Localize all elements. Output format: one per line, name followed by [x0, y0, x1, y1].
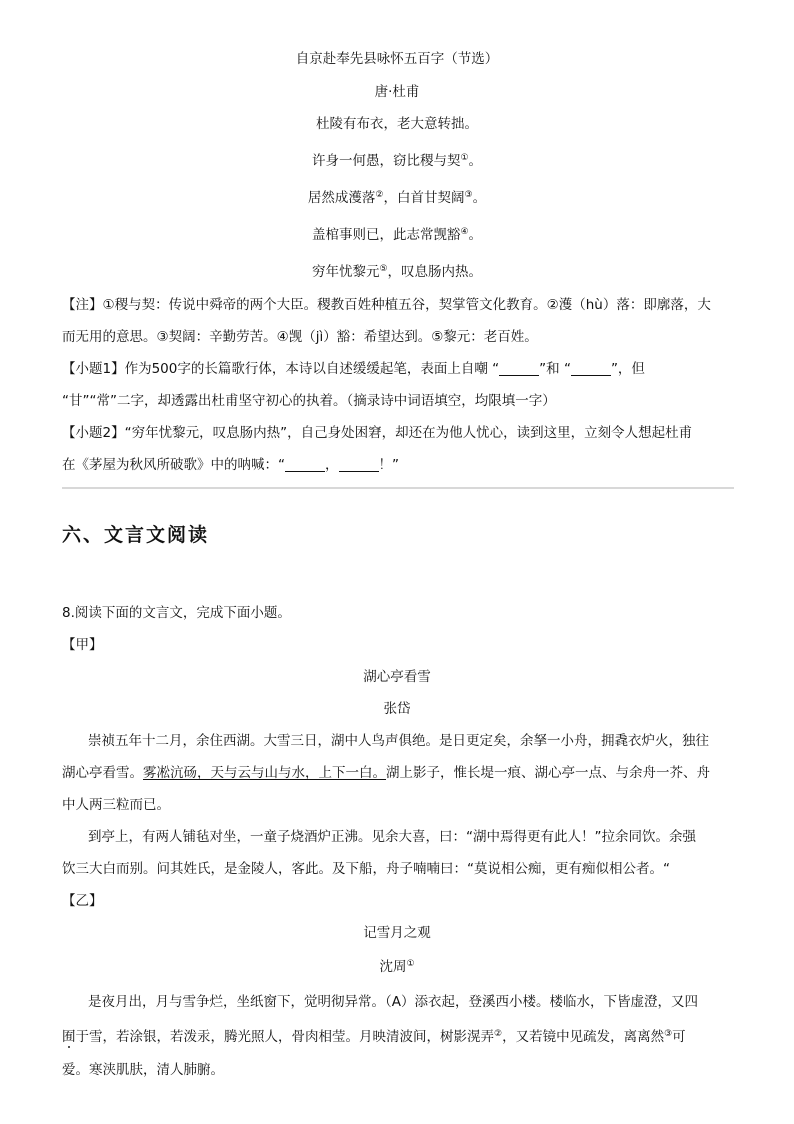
- question-text: ，: [325, 457, 339, 473]
- emphasis-dot: [68, 1046, 70, 1048]
- answer-blank[interactable]: [339, 457, 379, 472]
- footnote-marker: ④: [460, 227, 469, 237]
- passage-text: 湖上影子，惟长堤一痕、湖心亭一点、与余舟一芥、舟: [386, 765, 710, 781]
- footnote-marker: ③: [464, 190, 473, 200]
- poem-note-line-2: 而无用的意思。③契阔：辛勤劳苦。④觊（jì）豁：希望达到。⑤黎元：老百姓。: [62, 329, 538, 345]
- question-text: 【小题1】作为500字的长篇歌行体，本诗以自述缓缓起笔，表面上自嘲 “: [62, 361, 500, 377]
- section-heading: 六、文言文阅读: [62, 524, 210, 546]
- poem-line-text: ，叹息肠内热。: [387, 264, 483, 280]
- footnote-marker: ③: [664, 1029, 673, 1039]
- poem-line-text: 穷年忧黎元: [311, 264, 380, 280]
- poem-line-2: [0, 149, 794, 169]
- passage-text: ，又若镜中见疏发，离离然: [502, 1029, 665, 1045]
- question-text: ”和 “: [539, 361, 571, 377]
- question-2-line-2: [62, 453, 734, 473]
- question-text: ”，但: [610, 361, 645, 377]
- underlined-sentence: 雾凇沆砀，天与云与山与水，上下一白。: [143, 765, 386, 781]
- footnote-marker: ①: [460, 153, 469, 163]
- passage-jia-p1-line-1: 崇祯五年十二月，余住西湖。大雪三日，湖中人鸟声俱绝。是日更定矣，余拏一小舟，拥毳衣炉火，独往: [88, 733, 709, 749]
- answer-blank[interactable]: [285, 457, 325, 472]
- question-2: 【小题2】“穷年忧黎元，叹息肠内热”，自己身处困窘，却还在为他人忧心，读到这里，立刻令人想起杜甫: [62, 425, 693, 441]
- passage-yi-title: 记雪月之观: [363, 925, 431, 941]
- poem-author: 唐·杜甫: [374, 84, 420, 100]
- exercise-intro: 8.阅读下面的文言文，完成下面小题。: [62, 605, 291, 621]
- author-name: 沈周: [379, 959, 407, 975]
- question-text: 在《茅屋为秋风所破歌》中的呐喊：“: [62, 457, 285, 473]
- footnote-marker: ⑤: [379, 264, 388, 274]
- poem-note-line-1: 【注】①稷与契：传说中舜帝的两个大臣。稷教百姓种植五谷，契掌管文化教育。②濩（hù）落：即廓落，大: [62, 297, 711, 313]
- poem-line-text: 杜陵有布衣，老大意转拙。: [316, 116, 478, 132]
- passage-text: 囿于雪，若涂银，若泼汞，腾光照人，骨肉相莹。月映清波间，树影滉弄: [62, 1029, 494, 1045]
- answer-blank[interactable]: [499, 361, 539, 376]
- poem-line-1: [0, 112, 794, 132]
- poem-line-text: 。: [468, 227, 483, 243]
- passage-jia-title: 湖心亭看雪: [363, 669, 431, 685]
- passage-yi-author: [0, 955, 794, 975]
- passage-label-jia: 【甲】: [62, 637, 103, 653]
- passage-text: 湖心亭看雪。: [62, 765, 143, 781]
- poem-line-text: ，白首甘契阔: [383, 190, 465, 206]
- passage-jia-p1-line-2: [62, 761, 734, 781]
- passage-jia-p2-line-2: 饮三大白而别。问其姓氏，是金陵人，客此。及下船，舟子喃喃曰：“莫说相公痴，更有痴似相公者。“: [62, 861, 670, 877]
- footnote-marker: ②: [375, 190, 384, 200]
- poem-line-3: [0, 186, 794, 206]
- poem-line-text: 盖棺事则已，此志常觊豁: [311, 227, 461, 243]
- passage-yi-line-3: 爱。寒浃肌肤，清人肺腑。: [62, 1062, 224, 1078]
- question-1-line-2: “甘”“常”二字，却透露出杜甫坚守初心的执着。（摘录诗中词语填空，均限填一字）: [62, 393, 556, 409]
- footnote-marker: ①: [406, 959, 415, 969]
- section-divider: [62, 487, 734, 489]
- passage-yi-line-2: [62, 1025, 734, 1045]
- answer-blank[interactable]: [571, 361, 611, 376]
- poem-line-text: 。: [468, 153, 483, 169]
- question-1: [62, 357, 734, 377]
- poem-line-text: 居然成濩落: [307, 190, 376, 206]
- passage-label-yi: 【乙】: [62, 893, 103, 909]
- poem-line-text: 许身一何愚，窃比稷与契: [311, 153, 461, 169]
- passage-yi-line-1: 是夜月出，月与雪争烂，坐纸窗下，觉明彻异常。（A）添衣起，登溪西小楼。楼临水，下皆虚澄，又四: [88, 994, 698, 1010]
- poem-line-4: [0, 223, 794, 243]
- passage-jia-author: 张岱: [383, 701, 411, 717]
- passage-text: 可: [672, 1029, 686, 1045]
- passage-jia-p2-line-1: 到亭上，有两人铺毡对坐，一童子烧酒炉正沸。见余大喜，曰：“湖中焉得更有此人！”拉余同饮。余强: [88, 829, 696, 845]
- passage-jia-p1-line-3: 中人两三粒而已。: [62, 797, 170, 813]
- poem-line-5: [0, 260, 794, 280]
- poem-line-text: 。: [472, 190, 487, 206]
- question-text: ！”: [378, 457, 399, 473]
- poem-title: 自京赴奉先县咏怀五百字（节选）: [295, 51, 499, 67]
- footnote-marker: ②: [494, 1029, 503, 1039]
